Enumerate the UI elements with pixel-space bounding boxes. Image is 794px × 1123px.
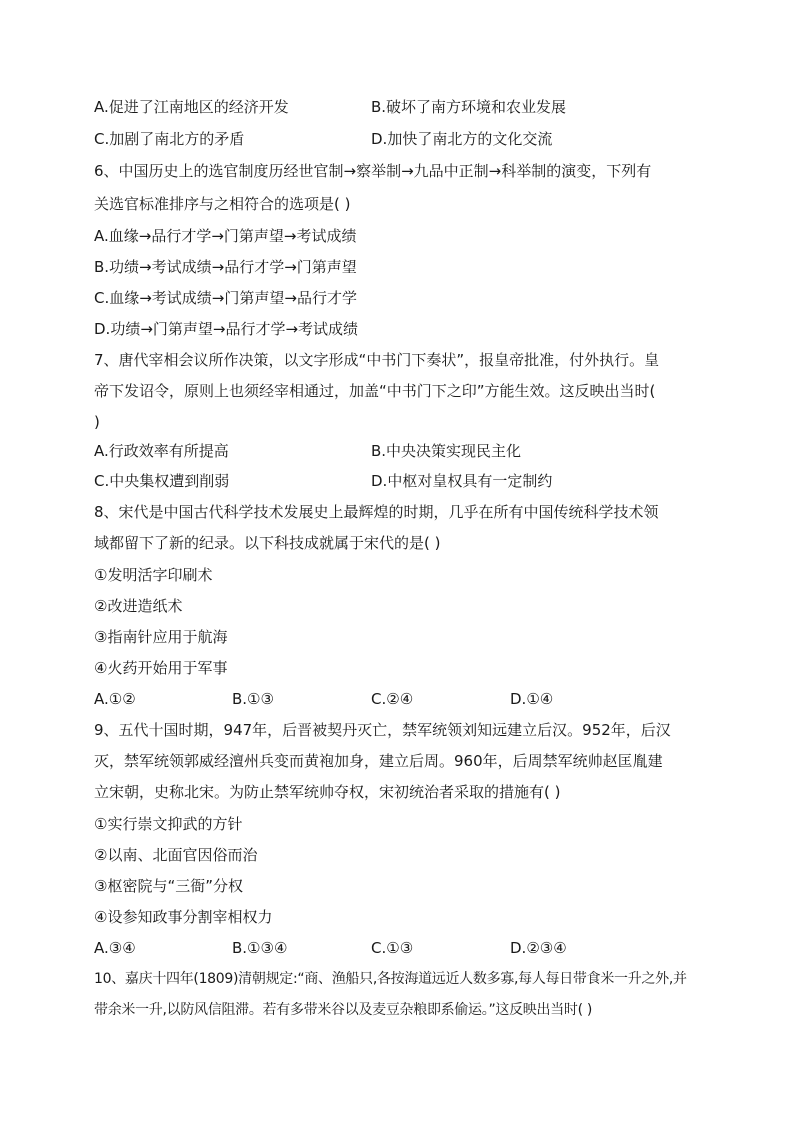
q8-item-2: ②改进造纸术 [94,597,183,615]
q5-option-a: A.促进了江南地区的经济开发 [94,98,289,116]
q8-option-b: B.①③ [232,690,274,708]
q8-item-4: ④火药开始用于军事 [94,659,228,677]
q10-stem-line-2: 带余米一升,以防风信阻滞。若有多带米谷以及麦豆杂粮即系偷运。”这反映出当时( ) [94,1002,593,1018]
q7-option-d: D.中枢对皇权具有一定制约 [371,472,553,490]
q8-item-1: ①发明活字印刷术 [94,566,213,584]
q6-stem-line-2: 关选官标准排序与之相符合的选项是( ) [94,195,351,213]
q7-stem-line-3: ) [94,413,100,431]
q9-option-c: C.①③ [371,939,414,957]
q8-option-c: C.②④ [371,690,414,708]
q7-stem-line-2: 帝下发诏令，原则上也须经宰相通过，加盖“中书门下之印”方能生效。这反映出当时( [94,382,656,400]
q9-stem-line-3: 立宋朝，史称北宋。为防止禁军统帅夺权，宋初统治者采取的措施有( ) [94,783,561,801]
q9-stem-line-1: 9、五代十国时期，947年，后晋被契丹灭亡，禁军统领刘知远建立后汉。952年，后汉 [94,721,671,739]
q8-stem-line-1: 8、宋代是中国古代科学技术发展史上最辉煌的时期，几乎在所有中国传统科学技术领 [94,503,659,521]
q8-option-a: A.①② [94,690,136,708]
q9-item-4: ④设参知政事分割宰相权力 [94,908,273,926]
q9-option-d: D.②③④ [510,939,567,957]
q9-option-a: A.③④ [94,939,136,957]
q5-option-d: D.加快了南北方的文化交流 [371,130,553,148]
q9-option-b: B.①③④ [232,939,288,957]
q7-option-c: C.中央集权遭到削弱 [94,472,230,490]
q5-option-c: C.加剧了南北方的矛盾 [94,130,245,148]
q8-stem-line-2: 域都留下了新的纪录。以下科技成就属于宋代的是( ) [94,534,441,552]
q5-option-b: B.破坏了南方环境和农业发展 [371,98,567,116]
q8-item-3: ③指南针应用于航海 [94,628,228,646]
q9-item-1: ①实行崇文抑武的方针 [94,815,243,833]
q10-stem-line-1: 10、嘉庆十四年(1809)清朝规定:“商、渔船只,各按海道远近人数多寡,每人每日带食米一升之外,并 [94,971,687,987]
q6-option-c: C.血缘→考试成绩→门第声望→品行才学 [94,289,357,307]
q6-option-a: A.血缘→品行才学→门第声望→考试成绩 [94,227,357,245]
q9-stem-line-2: 灭，禁军统领郭威经澶州兵变而黄袍加身，建立后周。960年，后周禁军统帅赵匡胤建 [94,752,663,770]
q9-item-3: ③枢密院与“三衙”分权 [94,877,243,895]
q6-option-b: B.功绩→考试成绩→品行才学→门第声望 [94,258,357,276]
q6-option-d: D.功绩→门第声望→品行才学→考试成绩 [94,320,359,338]
q8-option-d: D.①④ [510,690,554,708]
q7-option-a: A.行政效率有所提高 [94,442,229,460]
q7-stem-line-1: 7、唐代宰相会议所作决策，以文字形成“中书门下奏状”，报皇帝批准，付外执行。皇 [94,351,660,369]
q9-item-2: ②以南、北面官因俗而治 [94,846,258,864]
q7-option-b: B.中央决策实现民主化 [371,442,522,460]
q6-stem-line-1: 6、中国历史上的选官制度历经世官制→察举制→九品中正制→科举制的演变，下列有 [94,162,652,180]
